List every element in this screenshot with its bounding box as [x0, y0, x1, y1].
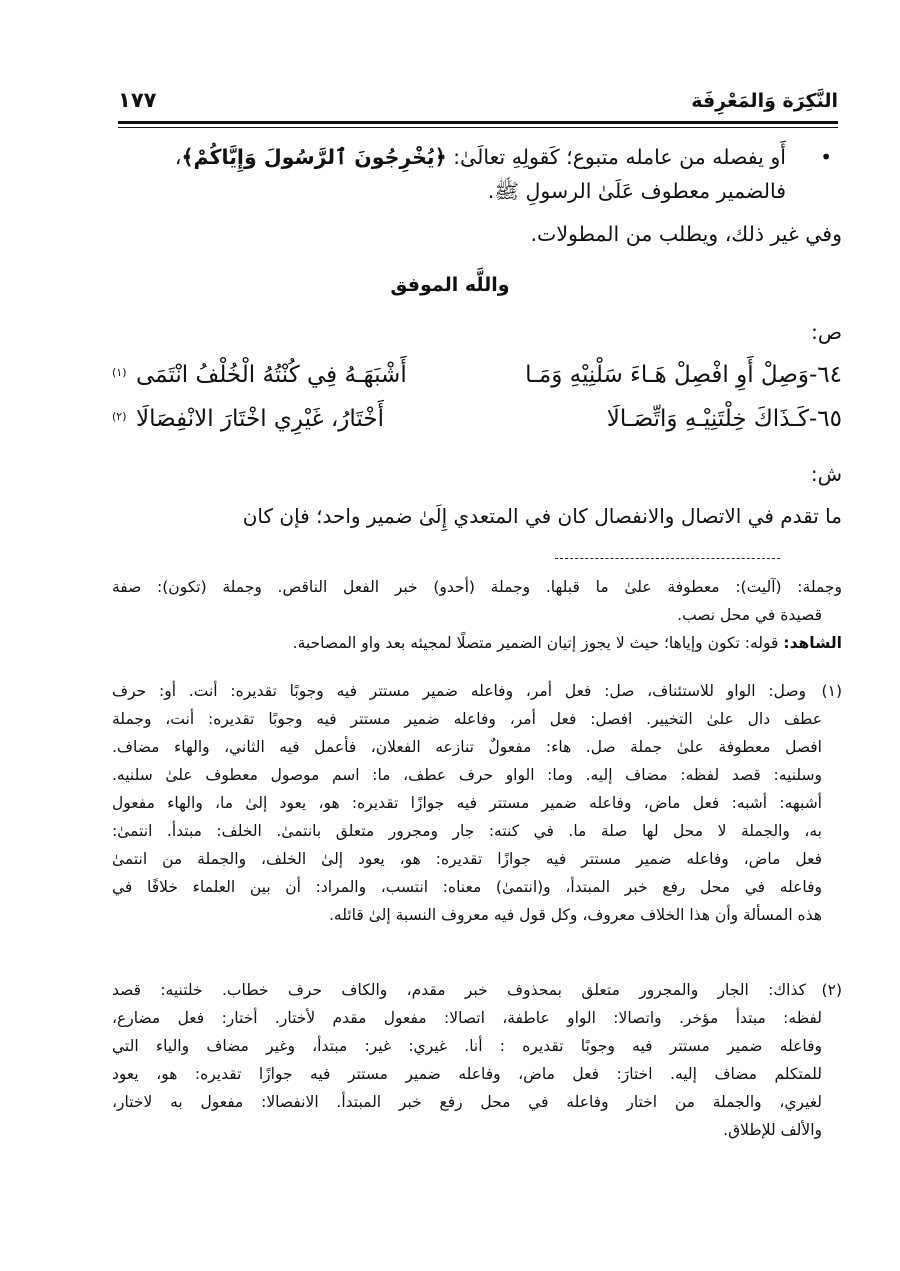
quran-quote: ﴿يُخْرِجُونَ ٱلرَّسُولَ وَإِيَّاكُمْ﴾: [181, 145, 447, 169]
footnote-marker: (٢): [821, 981, 842, 999]
footnote-line: فعل ماض، وفاعله ضمير مستتر فيه جوازًا تقديره: هو، يعود إلىٰ الخلف، والجملة من انتمىٰ: [112, 850, 822, 868]
bullet-line-2: فالضمير معطوف عَلَىٰ الرسولِ ﷺ.: [487, 179, 786, 203]
footnote-ref-2[interactable]: (٢): [112, 410, 127, 423]
verse-first-hemistich: [607, 406, 842, 432]
verse-65: [112, 406, 842, 446]
footnote-separator: [555, 558, 780, 559]
footnote-line: لفظه: مبتدأ مؤخر. واتصالا: الواو عاطفة، اتصالا: مفعول مقدم لأختار. أختار: فعل مضارع،: [112, 1009, 822, 1027]
footnote-line: وصل: الواو للاستئناف، صل: فعل أمر، وفاعله ضمير مستتر فيه وجوبًا تقديره: أنت. أو: حرف: [112, 682, 806, 700]
page-number: ١٧٧: [118, 88, 157, 112]
footnote-line: به، والجملة لا محل لها صلة ما. في كنته: جار ومجرور متعلق بانتمىٰ. الخلف: مبتدأ. انتمىٰ:: [112, 822, 822, 840]
footnote-line: والألف للإطلاق.: [723, 1121, 822, 1139]
footnote-line: وفاعله ضمير مستتر فيه وجوبًا تقديره : أنا. غيري: غير: مبتدأ، وغير مضاف والياء التي: [112, 1037, 822, 1055]
footnote-line: وسلنيه: قصد لفظه: مضاف إليه. وما: الواو حرف عطف، ما: اسم موصول معطوف علىٰ سلنيه.: [112, 766, 822, 784]
footnote-carryover: [112, 573, 842, 657]
verse-second-hemistich: أَشْبَهَـهُ فِي كُنْتُهُ الْخُلْفُ انْتَمَى: [136, 362, 407, 388]
footnote-line: أشبهه: أشبه: فعل ماض، وفاعله ضمير مستتر فيه جوازًا تقديره: هو، يعود إلىٰ ما، والهاء مفعول: [112, 794, 822, 812]
verse-number: ٦٤-: [808, 362, 842, 388]
footnote-line: قصيدة في محل نصب.: [677, 606, 822, 624]
footnote-ref-1[interactable]: (١): [112, 366, 127, 379]
bullet-paragraph: [90, 140, 842, 208]
footnote-line: وفاعله في محل رفع خبر المبتدأ، و(انتمىٰ) معناه: انتسب، والمراد: أن بين العلماء خلافًا في: [112, 878, 822, 896]
punctuation: ،: [174, 145, 182, 169]
footnote-1: [112, 677, 842, 929]
bullet-icon: •: [820, 145, 832, 169]
footnote-2: [112, 976, 842, 1144]
bullet-line-1: [90, 140, 820, 174]
shahid-text: قوله: تكون وإياها؛ حيث لا يجوز إتيان الضمير متصلًا لمجيئه بعد واو المصاحبة.: [292, 634, 784, 652]
header-rule-thin: [118, 127, 838, 128]
footnote-marker: (١): [821, 682, 842, 700]
footnote-line: كذاك: الجار والمجرور متعلق بمحذوف خبر مقدم، والكاف حرف خطاب. خلتنيه: قصد: [112, 981, 806, 999]
hemistich-text: وَصِلْ أَوِ افْصِلْ هَـاءَ سَلْنِيْهِ وَمَـا: [525, 362, 809, 388]
commentary-line: ما تقدم في الاتصال والانفصال كان في المتعدي إِلَىٰ ضمير واحد؛ فإن كان: [242, 504, 842, 528]
other-cases-line: وفي غير ذلك، ويطلب من المطولات.: [530, 222, 842, 246]
footnote-line: عطف دال علىٰ التخيير. افصل: فعل أمر، وفاعله ضمير مستتر فيه وجوبًا تقديره: أنت، وجملة: [112, 710, 822, 728]
footnote-line: افصل معطوفة علىٰ جملة صل. هاء: مفعولٌ تنازعه الفعلان، فأعمل فيه الثاني، والهاء مضاف.: [112, 738, 822, 756]
verse-64: [112, 362, 842, 402]
hemistich-text: كَـذَاكَ خِلْتَنِيْـهِ وَاتِّصَـالَا: [606, 406, 809, 432]
footnote-line: وجملة: (آليت): معطوفة علىٰ ما قبلها. وجملة (أحدو) خبر الفعل الناقص. وجملة (تكون): صفة: [112, 578, 842, 596]
header-rule-thick: [118, 121, 838, 124]
running-head: [118, 88, 838, 118]
footnote-line: للمتكلم مضاف إليه. اختارَ: فعل ماض، وفاعله ضمير مستتر فيه جوازًا تقديره: هو، يعود: [112, 1065, 822, 1083]
footnote-line: هذه المسألة وأن هذا الخلاف معروف، وكل قول فيه معروف النسبة إلىٰ قائله.: [328, 906, 822, 924]
running-title: النَّكِرَة وَالمَعْرِفَة: [691, 90, 838, 112]
closing-phrase: واللَّه الموفق: [390, 274, 510, 296]
bullet-text: أَو يفصله من عامله متبوع؛ كَقولِهِ تعالَىٰ:: [446, 145, 786, 169]
text-label: ص:: [811, 320, 842, 344]
shahid-line: [112, 629, 842, 657]
commentary-label: ش:: [810, 462, 842, 486]
verse-second-hemistich: أَخْتَارُ، غَيْرِي اخْتَارَ الانْفِصَالَا: [136, 406, 384, 432]
shahid-label: الشاهد:: [783, 634, 842, 652]
footnote-line: لغيري، والجملة من اختار وفاعله في محل رفع خبر المبتدأ. الانفصالا: مفعول به لاختار،: [112, 1093, 822, 1111]
verse-number: ٦٥-: [808, 406, 842, 432]
verse-first-hemistich: [525, 362, 842, 388]
